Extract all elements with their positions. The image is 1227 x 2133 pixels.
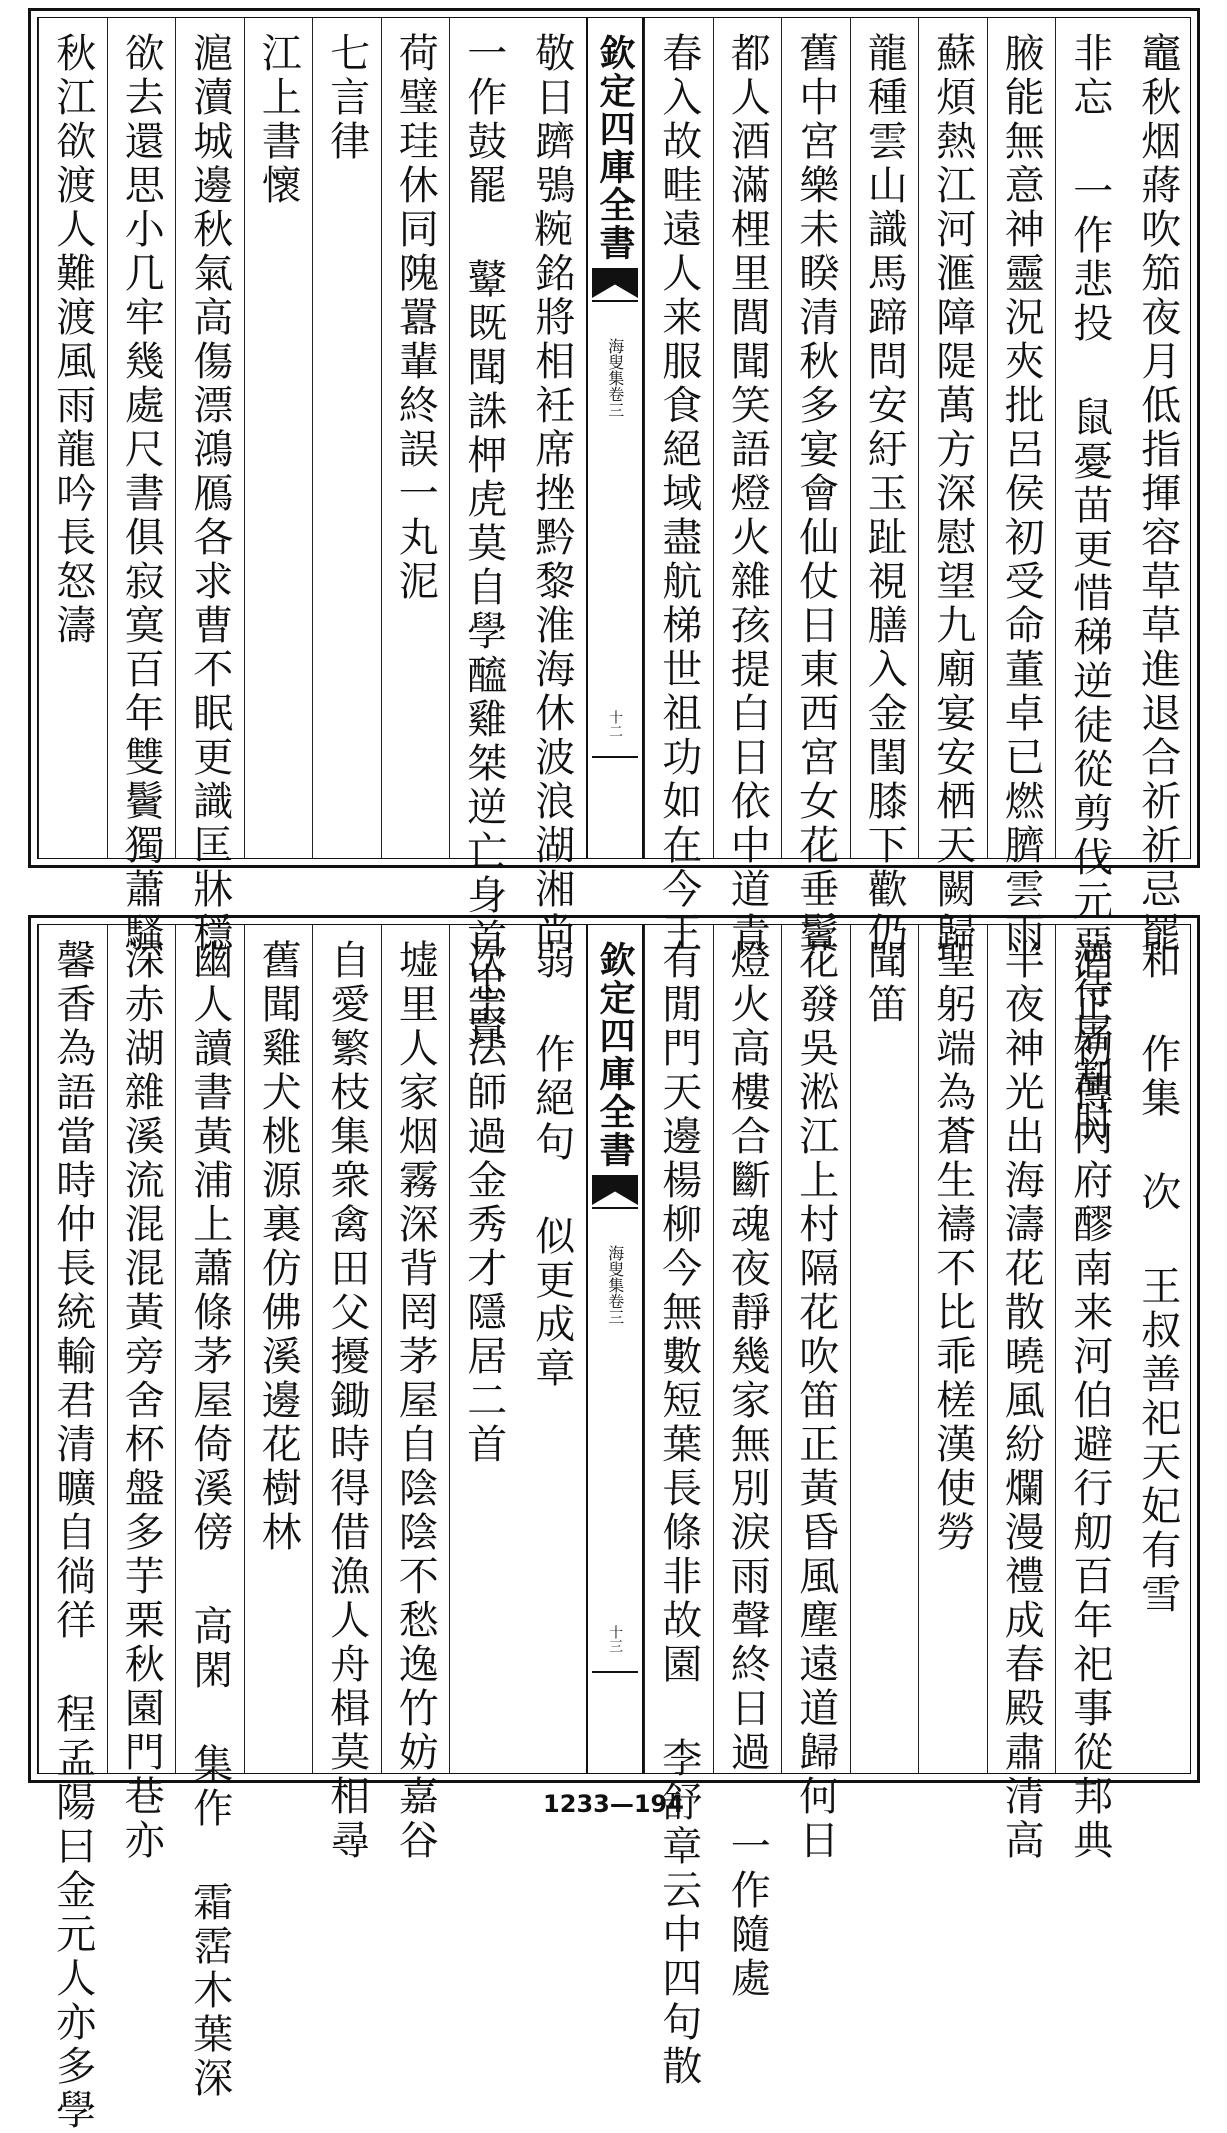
text-column: [918, 925, 987, 1773]
text-column: [518, 18, 587, 956]
column-text: 荷璧珪休同隗囂輩終誤一丸泥: [392, 32, 439, 604]
text-column: [781, 925, 850, 1863]
text-column: [38, 18, 107, 858]
text-column: [713, 18, 782, 956]
column-text: 腋能無意神靈況夾批呂侯初受命董卓已燃臍雲雨: [998, 32, 1045, 956]
text-column: [175, 925, 244, 2101]
column-text: 幽人讀書黃浦上蕭條茅屋倚溪傍 高閑 集作 霜霑木葉深: [186, 939, 233, 2101]
column-text: 一作鼓罷 鼙既聞誅柙虎莫自學醯雞桀逆亡身首忠賢: [460, 32, 507, 1050]
column-text: 滬瀆城邊秋氣高傷漂鴻鴈各求曹不眠更識匡牀穩: [186, 32, 233, 956]
column-text: 酒正初傳內府醪南来河伯避行舠百年祀事從邦典: [1066, 939, 1113, 1863]
book-title: 欽定四庫全書: [594, 941, 636, 1169]
column-text: 竈秋烟蔣吹笳夜月低指揮容草草進退合祈祈忌罷: [1134, 32, 1181, 956]
text-column: [1055, 18, 1124, 1144]
text-column: [449, 18, 518, 1050]
spine-rule: [592, 300, 638, 302]
spine-rule: [592, 1207, 638, 1209]
column-text: 秋江欲渡人難渡風雨龍吟長怒濤: [49, 32, 96, 648]
text-column: [312, 18, 381, 858]
text-column: [244, 925, 313, 1773]
text-column: [850, 925, 919, 1773]
column-text: 敬日躋鴞𥺹銘將相衽席挫黔黎淮海休波浪湖湘尚: [528, 32, 575, 956]
folio-number: 十三: [607, 1625, 623, 1653]
text-column: [381, 18, 450, 858]
center-spine: [586, 925, 644, 1773]
column-text: 馨香為語當時仲長統輸君清曠自徜徉 程孟陽曰金元人亦多學: [49, 939, 96, 2133]
column-text: 和 作集 次 王叔善祀天妃有雪: [1134, 939, 1181, 1617]
column-text: 深赤湖雜溪流混混黃旁舍杯盤多芋栗秋園門巷亦: [118, 939, 165, 1863]
text-column: [38, 925, 107, 2133]
fishtail-ornament-icon: [592, 268, 638, 298]
text-column: [518, 925, 587, 1773]
column-text: 欲去還思小几牢幾處尺書俱寂寞百年雙鬢獨蕭騷: [118, 32, 165, 956]
spine-bottom-rule: [592, 756, 638, 758]
text-column: [107, 925, 176, 1863]
center-spine: [586, 18, 644, 858]
text-column: [781, 18, 850, 956]
column-text: 春入故畦遠人来服食絕域盡航梯世祖功如在今王: [655, 32, 702, 956]
text-column: [987, 18, 1056, 956]
folio-number: 十二: [607, 710, 623, 738]
column-text: 蘇煩熱江河滙障隄萬方深慰望九廟宴安栖天闕歸: [929, 32, 976, 956]
book-title: 欽定四庫全書: [594, 34, 636, 262]
column-text: 墟里人家烟霧深背罔茅屋自陰陰不愁逸竹妨嘉谷: [392, 939, 439, 1863]
column-text: 有閒門天邊楊柳今無數短葉長條非故園 李舒章云中四句散: [655, 939, 702, 2089]
text-column: [1124, 18, 1193, 956]
collection-volume: [606, 1245, 624, 1325]
column-text: 江上書懷: [255, 32, 302, 208]
column-text: 聖躬端為蒼生禱不比乖槎漢使勞: [929, 939, 976, 1555]
text-column: [449, 925, 518, 1773]
column-text: 舊中宮樂未睽清秋多宴會仙仗日東西宮女花垂鬢: [792, 32, 839, 956]
fishtail-ornament-icon: [592, 1175, 638, 1205]
text-column: [987, 925, 1056, 1863]
text-column: [1055, 925, 1124, 1863]
text-column: [644, 18, 713, 956]
column-text: 弱 作絕句 似更成章: [528, 939, 575, 1391]
column-text: 燈火高樓合斷魂夜靜幾家無別淚雨聲終日過 一作隨處: [724, 939, 771, 2001]
page-footer-number: 1233—194: [543, 1790, 684, 1818]
spine-bottom-rule: [592, 1671, 638, 1673]
column-text: 龍種雲山識馬蹄問安紆玉趾視膳入金閨膝下歡仍: [861, 32, 908, 956]
text-column: [918, 18, 987, 956]
text-column: [1124, 925, 1193, 1773]
column-text: 次圭法師過金秀才隱居二首: [460, 939, 507, 1467]
text-column: [850, 18, 919, 956]
text-column: [713, 925, 782, 2001]
text-column: [107, 18, 176, 956]
volume-label: 卷三: [605, 1293, 625, 1325]
text-column: [312, 925, 381, 1863]
column-text: 七言律: [323, 32, 370, 164]
text-column: [244, 18, 313, 858]
column-text: 非忘 一作悲投 鼠憂苗更惜稊逆徒從剪伐元惡待屠割肘: [1066, 32, 1113, 1144]
column-text: 都人酒滿梩里閭聞笑語燈火雜孩提白日依中道青: [724, 32, 771, 956]
text-column: [381, 925, 450, 1863]
column-text: 花發吳淞江上村隔花吹笛正黃昏風塵遠道歸何日: [792, 939, 839, 1863]
volume-label: 卷三: [605, 386, 625, 418]
column-text: 聞笛: [861, 939, 908, 1027]
column-text: 半夜神光出海濤花散曉風紛爛漫禮成春殿肅清高: [998, 939, 1045, 1863]
column-text: 自愛繁枝集衆禽田父擾鋤時得借漁人舟楫莫相尋: [323, 939, 370, 1863]
column-text: 舊聞雞犬桃源裏仿佛溪邊花樹林: [255, 939, 302, 1555]
collection-name: 海叟集: [605, 1245, 625, 1293]
text-column: [644, 925, 713, 2089]
collection-name: 海叟集: [605, 338, 625, 386]
collection-volume: [606, 338, 624, 418]
text-column: [175, 18, 244, 956]
